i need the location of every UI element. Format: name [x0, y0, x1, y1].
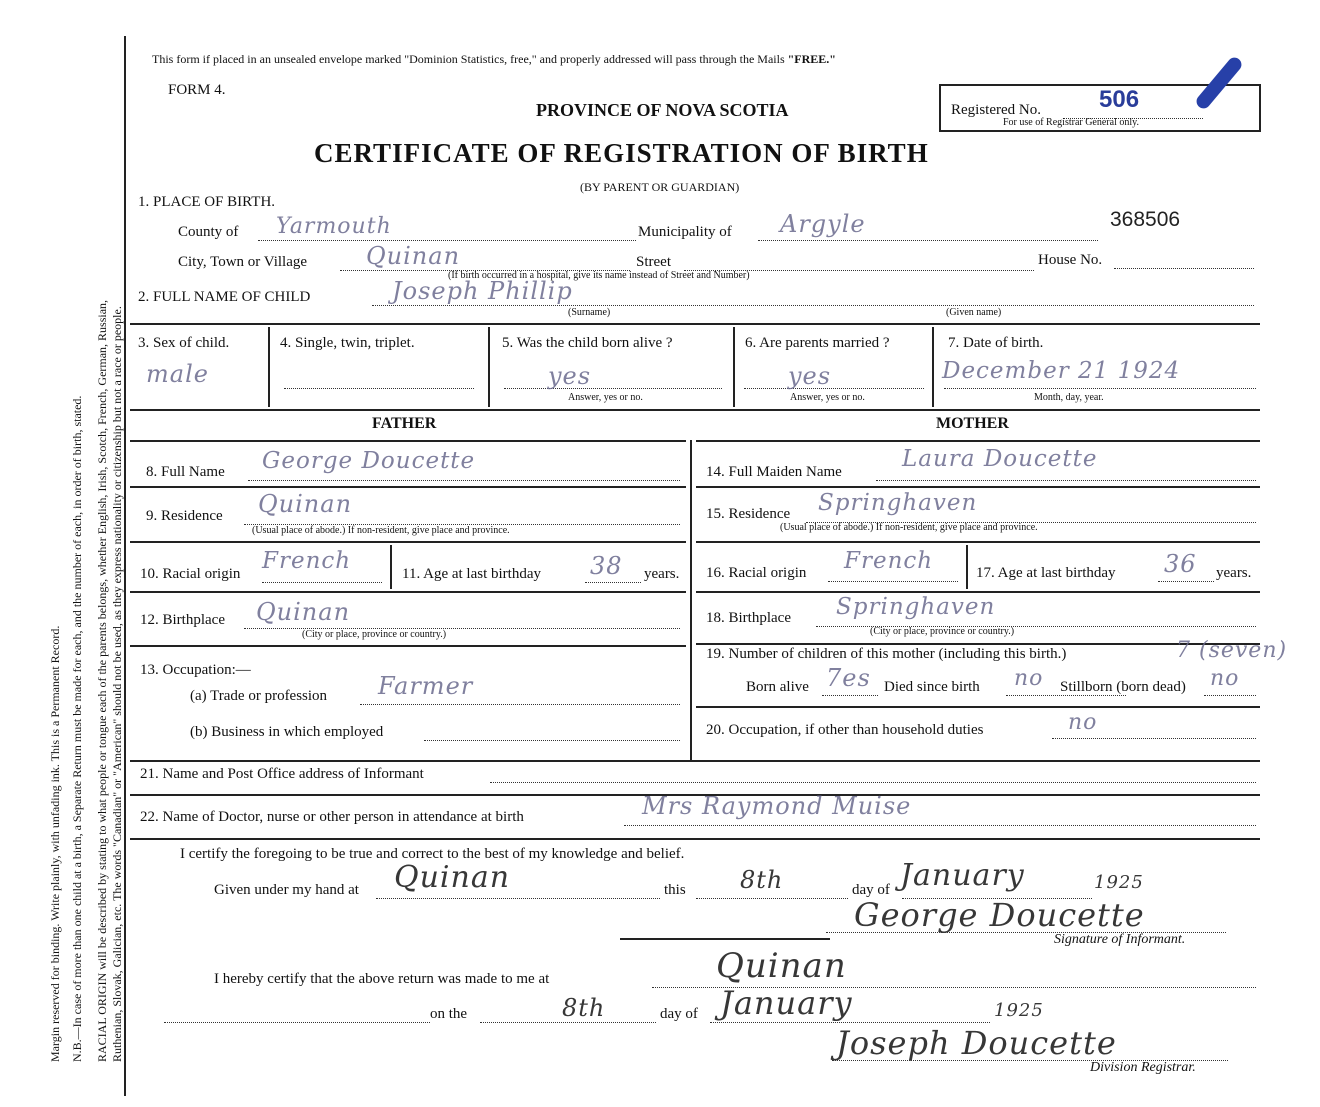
margin-note-3: RACIAL ORIGIN will be described by stating to what people or tongue each of the parents belongs, whether English, Irish, Scotch, French, German, Russian, [95, 299, 109, 1062]
children-value: 7 (seven) [1176, 638, 1288, 663]
father-occupation-label: 13. Occupation:— [140, 662, 251, 678]
trade-line [360, 704, 680, 705]
county-label: County of [178, 224, 239, 240]
father-residence-value: Quinan [258, 490, 353, 518]
dob-note: Month, day, year. [1034, 392, 1104, 403]
registered-label: Registered No. [951, 102, 1041, 118]
city-value: Quinan [366, 242, 461, 270]
father-rule-2 [130, 541, 686, 543]
reg-day-of-label: day of [660, 1006, 698, 1022]
born-alive-label: Born alive [746, 679, 809, 695]
attendant-label: 22. Name of Doctor, nurse or other person in attendance at birth [140, 809, 524, 825]
mail-note-text: This form if placed in an unsealed envelope marked "Dominion Statistics, free," and properly addressed will pass through the Mails [152, 52, 788, 66]
stillborn-line [1204, 695, 1256, 696]
place-of-birth-heading: 1. PLACE OF BIRTH. [138, 194, 276, 210]
registrar-note: For use of Registrar General only. [1003, 117, 1139, 128]
died-value: no [1014, 666, 1044, 691]
reg-month-line [710, 1022, 990, 1023]
father-residence-note: (Usual place of abode.) If non-resident, give place and province. [252, 525, 510, 536]
mother-rule-2 [696, 541, 1260, 543]
registered-number: 506 [1099, 86, 1140, 113]
municipality-value: Argyle [780, 210, 866, 238]
stillborn-label-text: Stillborn (born dead) [1060, 679, 1186, 695]
municipality-label: Municipality of [638, 224, 732, 240]
county-value: Yarmouth [276, 214, 392, 239]
father-name-line [248, 480, 680, 481]
father-rule-1 [130, 486, 686, 488]
informant-label: 21. Name and Post Office address of Informant [140, 766, 424, 782]
registrar-statement: I hereby certify that the above return was made to me at [214, 971, 550, 987]
center-divider [690, 440, 692, 760]
signature-informant-label: Signature of Informant. [1054, 932, 1186, 947]
mother-rule-3 [696, 591, 1260, 593]
given-note: (Given name) [946, 307, 1002, 318]
mother-residence-value: Springhaven [818, 490, 978, 516]
stillborn-value: no [1210, 666, 1240, 691]
business-line [424, 740, 680, 741]
certificate-subtitle: (BY PARENT OR GUARDIAN) [580, 180, 740, 194]
this-label: this [664, 882, 686, 898]
house-label: House No. [1038, 252, 1103, 268]
attendant-rule-bottom [130, 838, 1260, 840]
mother-birthplace-value: Springhaven [836, 594, 996, 620]
divider-6-7 [932, 327, 934, 407]
mother-name-value: Laura Doucette [902, 446, 1098, 472]
informant-line [490, 782, 1256, 783]
father-race-value: French [262, 548, 352, 574]
attendant-value: Mrs Raymond Muise [642, 792, 912, 820]
divider-5-6 [733, 327, 735, 407]
father-name-value: George Doucette [262, 448, 476, 474]
alive-line [504, 388, 722, 389]
day-value: 8th [740, 866, 784, 894]
father-birthplace-note: (City or place, province or country.) [302, 629, 447, 640]
form-number: FORM 4. [168, 82, 226, 98]
county-line [258, 240, 636, 241]
married-line [744, 388, 924, 389]
row-rule-bottom [130, 409, 1260, 411]
given-label: Given under my hand at [214, 882, 359, 898]
reg-month-value: January [720, 984, 853, 1022]
father-age-label: 11. Age at last birthday [402, 566, 541, 582]
father-name-label: 8. Full Name [146, 464, 225, 480]
father-years: years. [644, 566, 680, 582]
registrar-signature: Joseph Doucette [836, 1024, 1117, 1062]
father-rule-3 [130, 591, 686, 593]
mother-birthplace-label: 18. Birthplace [706, 610, 791, 626]
month-value: January [900, 858, 1025, 893]
mother-rule-1 [696, 486, 1260, 488]
certify-statement: I certify the foregoing to be true and correct to the best of my knowledge and belief. [180, 846, 685, 862]
stillborn-label [1060, 679, 1186, 696]
father-residence-label: 9. Residence [146, 508, 223, 524]
mail-note [152, 52, 836, 67]
sex-label: 3. Sex of child. [138, 335, 230, 351]
certify-separator [620, 938, 830, 940]
father-age-line [585, 582, 641, 583]
stamp-number: 368506 [1110, 208, 1181, 231]
mother-race-value: French [844, 548, 934, 574]
margin-note-2: N.B.—In case of more than one child at a birth, a Separate Return must be made for each, and the number of each, in order of birth, stated. [70, 395, 84, 1062]
house-line [1114, 268, 1254, 269]
mother-years: years. [1216, 565, 1252, 581]
mother-age-value: 36 [1164, 550, 1197, 578]
mother-heading: MOTHER [936, 415, 1009, 432]
mother-occupation-label: 20. Occupation, if other than household duties [706, 722, 984, 738]
street-label: Street [636, 254, 671, 270]
year-value: 1925 [1094, 872, 1144, 893]
mother-race-line [828, 581, 958, 582]
mother-occupation-line [1052, 738, 1256, 739]
mother-race-age-divider [966, 545, 968, 589]
born-alive-line [822, 695, 878, 696]
father-heading: FATHER [372, 415, 437, 432]
married-value: yes [788, 362, 832, 390]
on-the-label: on the [430, 1006, 468, 1022]
father-rule-4 [130, 645, 686, 647]
father-birthplace-value: Quinan [256, 598, 351, 626]
day-of-label: day of [852, 882, 890, 898]
mother-age-label: 17. Age at last birthday [976, 565, 1116, 581]
dob-value: December 21 1924 [942, 358, 1181, 384]
margin-rule [124, 36, 126, 1096]
born-alive-value: 7es [826, 664, 871, 692]
alive-value: yes [548, 362, 592, 390]
mother-rule-5 [696, 706, 1260, 708]
divider-4-5 [488, 327, 490, 407]
business-label: (b) Business in which employed [190, 724, 384, 740]
attendant-line [624, 825, 1256, 826]
child-name-line [372, 305, 1254, 306]
mother-residence-note: (Usual place of abode.) If non-resident, give place and province. [780, 522, 1038, 533]
father-race-line [262, 582, 382, 583]
mother-heading-rule [696, 440, 1260, 442]
given-place-line [376, 898, 660, 899]
father-heading-rule [130, 440, 686, 442]
alive-label: 5. Was the child born alive ? [502, 335, 673, 351]
mother-birthplace-note: (City or place, province or country.) [870, 626, 1015, 637]
father-age-value: 38 [590, 552, 623, 580]
margin-notes [0, 0, 124, 1107]
dob-label: 7. Date of birth. [948, 335, 1044, 351]
married-note: Answer, yes or no. [790, 392, 865, 403]
informant-rule-top [130, 760, 1260, 762]
margin-note-1: Margin reserved for binding. Write plainly, with unfading ink. This is a Permanent Record. [48, 625, 62, 1062]
day-line [696, 898, 848, 899]
registrar-place-value: Quinan [716, 946, 847, 986]
mother-residence-label: 15. Residence [706, 506, 791, 522]
died-label: Died since birth [884, 679, 980, 695]
mother-name-line [876, 480, 1256, 481]
row-rule-top [130, 323, 1260, 325]
province-heading: PROVINCE OF NOVA SCOTIA [536, 100, 789, 120]
father-birthplace-label: 12. Birthplace [140, 612, 225, 628]
reg-day-line [480, 1022, 656, 1023]
mother-occupation-value: no [1068, 710, 1098, 735]
sex-value: male [146, 360, 209, 388]
father-race-label: 10. Racial origin [140, 566, 241, 582]
dob-line [944, 388, 1256, 389]
surname-note: (Surname) [568, 307, 611, 318]
mother-age-line [1158, 581, 1214, 582]
municipality-line [758, 240, 1098, 241]
mail-note-free: "FREE." [787, 52, 836, 66]
child-name-label: 2. FULL NAME OF CHILD [138, 289, 311, 305]
reg-year-value: 1925 [994, 1000, 1044, 1021]
married-label: 6. Are parents married ? [745, 335, 890, 351]
mother-race-label: 16. Racial origin [706, 565, 807, 581]
plurality-label: 4. Single, twin, triplet. [280, 335, 415, 351]
hospital-note: (If birth occurred in a hospital, give its name instead of Street and Number) [448, 270, 750, 281]
certificate-title: CERTIFICATE OF REGISTRATION OF BIRTH [314, 138, 929, 168]
child-name-value: Joseph Phillip [392, 277, 573, 305]
plurality-line [284, 388, 474, 389]
reg-day-value: 8th [562, 994, 606, 1022]
trade-value: Farmer [378, 672, 474, 700]
division-registrar-label: Division Registrar. [1090, 1060, 1196, 1075]
trade-label: (a) Trade or profession [190, 688, 328, 704]
alive-note: Answer, yes or no. [568, 392, 643, 403]
given-place-value: Quinan [394, 860, 511, 895]
margin-note-4: Ruthenian, Slovak, Galician, etc. The words "Canadian" or "American" should not be used, as they express nationality or citizenship but not a race or people. [110, 306, 124, 1062]
city-label: City, Town or Village [178, 254, 308, 270]
registrar-lead-line [164, 1022, 430, 1023]
informant-signature: George Doucette [854, 896, 1145, 934]
father-race-age-divider [390, 545, 392, 589]
mother-name-label: 14. Full Maiden Name [706, 464, 842, 480]
divider-3-4 [268, 327, 270, 407]
children-label: 19. Number of children of this mother (including this birth.) [706, 646, 1067, 662]
